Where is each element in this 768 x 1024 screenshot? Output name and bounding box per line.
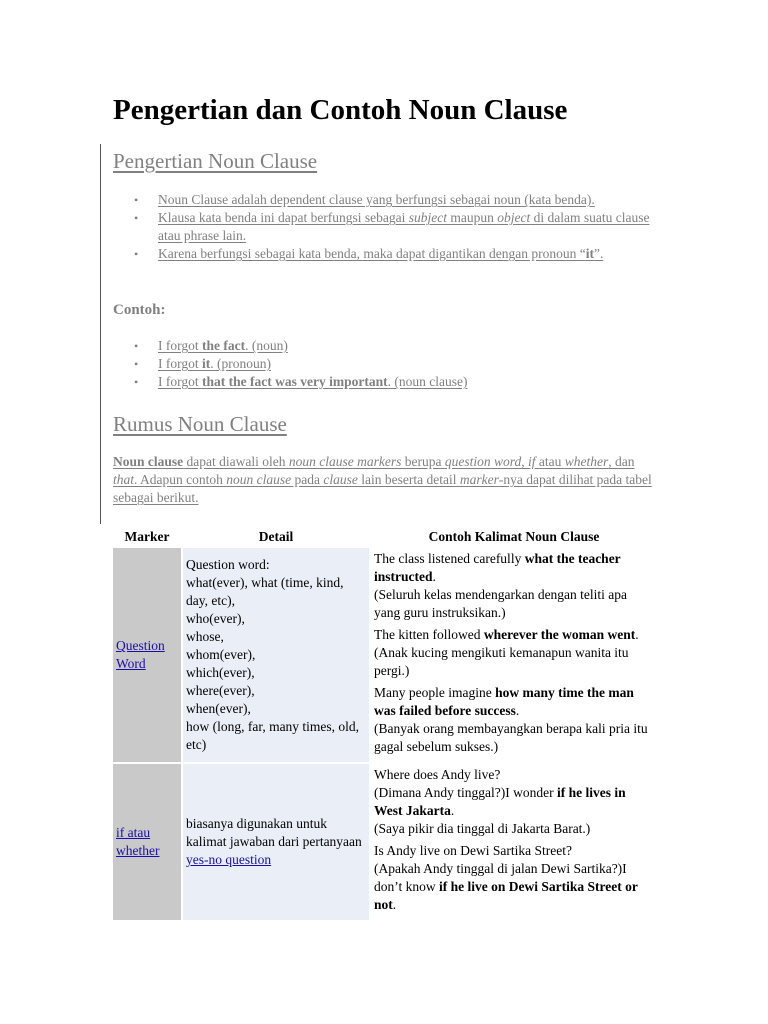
example-sentence: The kitten followed wherever the woman went. (Anak kucing mengikuti kemanapun wanita itu pergi.): [374, 627, 639, 678]
table-row: [113, 548, 657, 762]
section-heading-rumus: Rumus Noun Clause: [113, 412, 287, 436]
bullet-icon: •: [134, 247, 139, 261]
contoh-heading: Contoh:: [113, 302, 166, 318]
list-item: • I forgot that the fact was very important. (noun clause): [134, 374, 468, 389]
marker-cell: [113, 764, 181, 920]
detail-cell: biasanya digunakan untuk kalimat jawaban dari pertanyaan yes-no question: [183, 764, 369, 920]
example-cell: [371, 548, 657, 762]
bullet-icon: •: [134, 193, 139, 207]
example-sentence: Where does Andy live? (Dimana Andy tinggal?)I wonder if he lives in West Jakarta. (Saya pikir dia tinggal di Jakarta Barat.): [374, 767, 626, 836]
example-cell: [371, 764, 657, 920]
pengertian-list: [134, 191, 654, 263]
table-header-detail: Detail: [258, 529, 294, 544]
table-header-contoh: Contoh Kalimat Noun Clause: [428, 529, 600, 544]
example-sentence: The class listened carefully what the teacher instructed. (Seluruh kelas mendengarkan dengan teliti apa yang guru instruksikan.): [374, 551, 628, 620]
list-item: • I forgot it. (pronoun): [134, 356, 271, 371]
bullet-icon: •: [134, 357, 139, 371]
question-word-link[interactable]: Question Word: [116, 638, 165, 671]
bullet-icon: •: [134, 211, 139, 225]
list-item: • I forgot the fact. (noun): [134, 338, 288, 353]
example-sentence: Many people imagine how many time the man was failed before success. (Banyak orang membayangkan berapa kali pria itu gagal sebelum sukses.): [374, 685, 648, 754]
marker-table: [111, 526, 659, 922]
list-item: • Noun Clause adalah dependent clause yang berfungsi sebagai noun (kata benda).: [134, 192, 595, 207]
table-row: [113, 764, 657, 920]
rumus-paragraph: Noun clause dapat diawali oleh noun clause markers berupa question word, if atau whether, dan that. Adapun contoh noun clause pada clause lain beserta detail marker-nya dapat dilihat pada tabel sebagai berikut.: [113, 454, 652, 505]
list-item: • Klausa kata benda ini dapat berfungsi sebagai subject maupun object di dalam suatu clause atau phrase lain.: [134, 210, 650, 243]
contoh-list: [134, 337, 654, 391]
example-sentence: Is Andy live on Dewi Sartika Street? (Apakah Andy tinggal di jalan Dewi Sartika?)I don’t know if he live on Dewi Sartika Street or not.: [374, 843, 638, 912]
table-header-row: [113, 528, 657, 546]
page-title: Pengertian dan Contoh Noun Clause: [113, 94, 568, 126]
detail-cell: Question word: what(ever), what (time, kind, day, etc), who(ever), whose, whom(ever), which(ever), where(ever), when(ever), how (long, far, many times, old, etc): [183, 548, 369, 762]
yes-no-question-link[interactable]: yes-no question: [186, 852, 272, 867]
bullet-icon: •: [134, 375, 139, 389]
if-whether-link[interactable]: if atau whether: [116, 825, 160, 858]
bullet-icon: •: [134, 339, 139, 353]
table-header-marker: Marker: [124, 529, 170, 544]
marker-cell: [113, 548, 181, 762]
section-heading-pengertian: Pengertian Noun Clause: [113, 149, 318, 173]
list-item: • Karena berfungsi sebagai kata benda, maka dapat digantikan dengan pronoun “it”.: [134, 246, 604, 261]
